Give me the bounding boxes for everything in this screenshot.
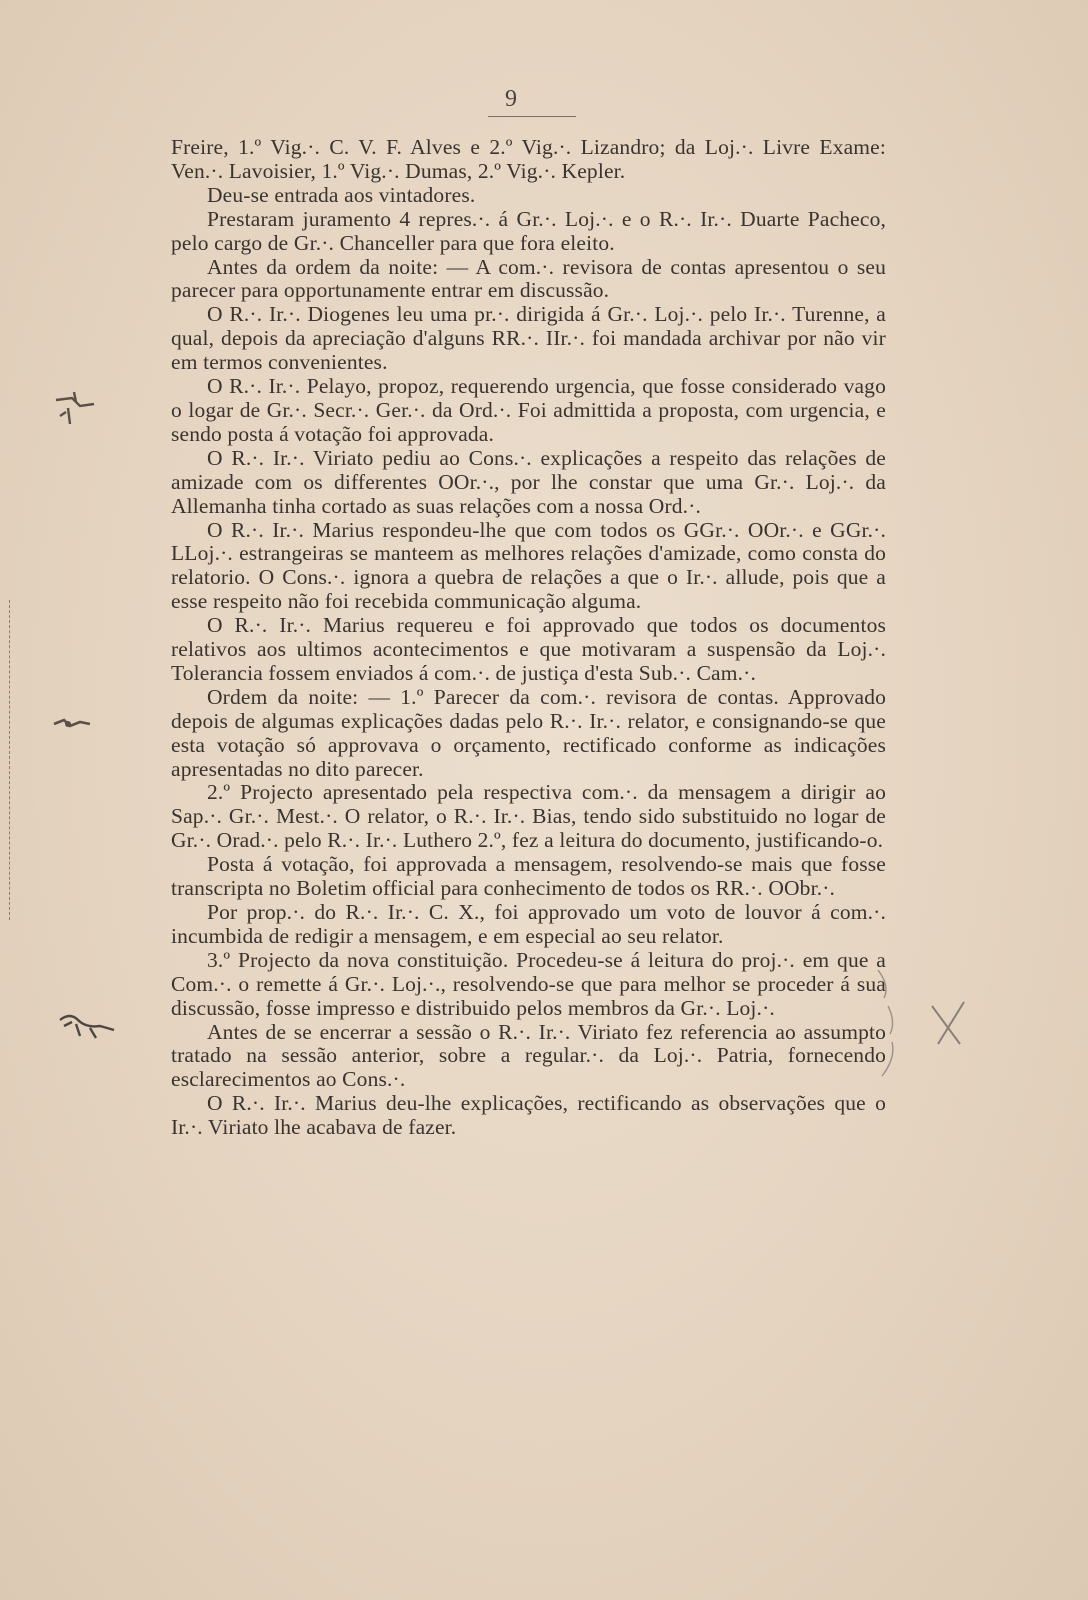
paragraph: 3.º Projecto da nova constituição. Procedeu-se á leitura do proj.·. em que a Com.·. o remette á Gr.·. Loj.·., resolvendo-se que para melhor se proceder á sua discussão, fosse impresso e distribuido pelos membros da Gr.·. Loj.·.	[171, 947, 886, 1020]
bird-doodle-icon	[56, 1006, 118, 1042]
paragraph: Freire, 1.º Vig.·. C. V. F. Alves e 2.º Vig.·. Lizandro; da Loj.·. Livre Exame: Ven.·. Lavoisier, 1.º Vig.·. Dumas, 2.º Vig.·. Kepler.	[171, 135, 886, 183]
cross-mark-icon	[872, 966, 980, 1096]
margin-pencil-line	[9, 600, 10, 920]
paragraph: Antes de se encerrar a sessão o R.·. Ir.·. Viriato fez referencia ao assumpto tratado na sessão anterior, sobre a regular.·. da Loj.·. Patria, fornecendo esclarecimentos ao Cons.·.	[171, 1019, 886, 1092]
paragraph: O R.·. Ir.·. Marius deu-lhe explicações, rectificando as observações que o Ir.·. Viriato lhe acabava de fazer.	[171, 1091, 886, 1140]
paragraph: 2.º Projecto apresentado pela respectiva com.·. da mensagem a dirigir ao Sap.·. Gr.·. Mest.·. O relator, o R.·. Ir.·. Bias, tendo sido substituido no logar de Gr.·. Orad.·. pelo R.·. Ir.·. Luthero 2.º, fez a leitura do documento, justificando-o.	[171, 780, 886, 853]
ink-blot-icon	[50, 712, 96, 736]
text-body	[171, 136, 886, 1140]
paragraph: Ordem da noite: — 1.º Parecer da com.·. revisora de contas. Approvado depois de algumas explicações dadas pelo R.·. Ir.·. relator, e consignando-se que esta votação só approvava o orçamento, rectificado conforme as indicações apresentadas no dito parecer.	[171, 684, 886, 781]
paragraph: O R.·. Ir.·. Marius respondeu-lhe que com todos os GGr.·. OOr.·. e GGr.·. LLoj.·. estrangeiras se manteem as melhores relações d'amizade, como consta do relatorio. O Cons.·. ignora a quebra de relações a que o Ir.·. allude, pois que a esse respeito não foi recebida communicação alguma.	[171, 517, 886, 614]
paragraph: O R.·. Ir.·. Viriato pediu ao Cons.·. explicações a respeito das relações de amizade com os differentes OOr.·., por lhe constar que uma Gr.·. Loj.·. da Allemanha tinha cortado as suas relações com a nossa Ord.·.	[171, 445, 886, 518]
page-number: 9	[505, 86, 517, 112]
page-number-rule	[488, 116, 576, 117]
paragraph: Antes da ordem da noite: — A com.·. revisora de contas apresentou o seu parecer para opportunamente entrar em discussão.	[171, 254, 886, 303]
paragraph: O R.·. Ir.·. Diogenes leu uma pr.·. dirigida á Gr.·. Loj.·. pelo Ir.·. Turenne, a qual, depois da apreciação d'alguns RR.·. IIr.·. foi mandada archivar por não vir em termos convenientes.	[171, 302, 886, 375]
paragraph: Posta á votação, foi approvada a mensagem, resolvendo-se mais que fosse transcripta no Boletim official para conhecimento de todos os RR.·. OObr.·.	[171, 852, 886, 901]
paragraph: Por prop.·. do R.·. Ir.·. C. X., foi approvado um voto de louvor á com.·. incumbida de redigir a mensagem, e em especial ao seu relator.	[171, 900, 886, 948]
paragraph: Prestaram juramento 4 repres.·. á Gr.·. Loj.·. e o R.·. Ir.·. Duarte Pacheco, pelo cargo de Gr.·. Chanceller para que fora eleito.	[171, 206, 886, 255]
paragraph: O R.·. Ir.·. Marius requereu e foi approvado que todos os documentos relativos aos ultimos acontecimentos e que motivaram a suspensão da Loj.·. Tolerancia fossem enviados á com.·. de justiça d'esta Sub.·. Cam.·.	[171, 613, 886, 685]
paragraph: O R.·. Ir.·. Pelayo, propoz, requerendo urgencia, que fosse considerado vago o logar de Gr.·. Secr.·. Ger.·. da Ord.·. Foi admittida a proposta, com urgencia, e sendo posta á votação foi approvada.	[171, 374, 886, 446]
paragraph: Deu-se entrada aos vintadores.	[207, 182, 476, 207]
ink-smudge-icon	[50, 386, 100, 432]
